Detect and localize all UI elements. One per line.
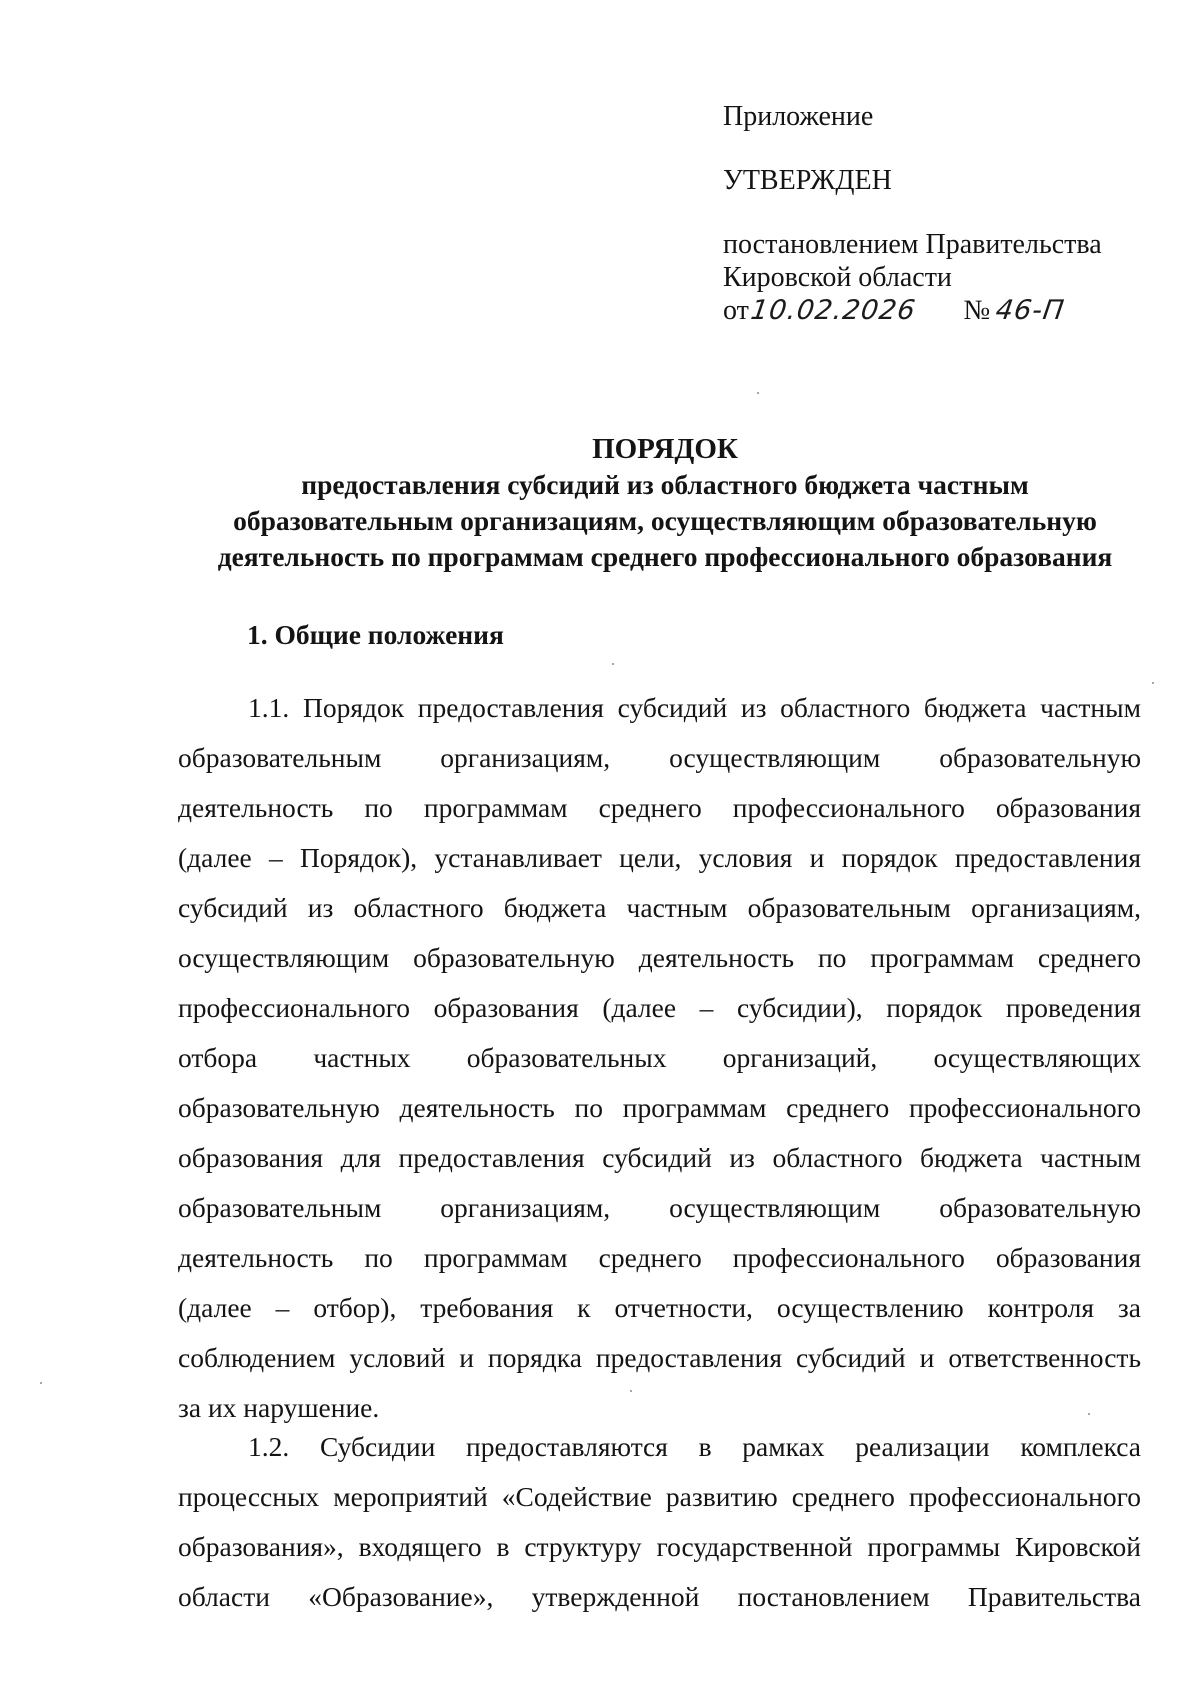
text-line: образовательным организациям, осуществляющим образовательную <box>178 1192 1141 1223</box>
text-line: образования», входящего в структуру государственной программы Кировской <box>178 1531 1141 1562</box>
approval-authority-line-1: постановлением Правительства <box>723 229 1102 260</box>
text-line: соблюдением условий и порядка предоставления субсидий и ответственность <box>178 1342 1141 1373</box>
paragraph-1-1 <box>178 683 1141 1433</box>
handwritten-number: 46-П <box>994 295 1067 326</box>
scan-speck <box>757 392 759 394</box>
handwritten-date: 10.02.2026 <box>748 295 918 326</box>
approval-date-row <box>723 294 1163 327</box>
text-line: деятельность по программам среднего профессионального образования <box>178 1242 1141 1273</box>
document-subtitle: предоставления субсидий из областного бюджета частным образовательным организациям, осуществляющим образовательную деятельность по программам среднего профессионального образования <box>217 469 1113 572</box>
approved-label: УТВЕРЖДЕН <box>723 165 892 196</box>
approval-authority-line-2: Кировской области <box>723 262 952 293</box>
text-line: образовательным организациям, осуществляющим образовательную <box>178 742 1141 773</box>
number-prefix: № <box>963 295 991 326</box>
text-line: образовательную деятельность по программам среднего профессионального <box>178 1092 1141 1123</box>
document-title-block <box>150 431 1180 575</box>
text-line: области «Образование», утвержденной постановлением Правительства <box>178 1581 1141 1612</box>
text-line: образования для предоставления субсидий из областного бюджета частным <box>178 1142 1141 1173</box>
text-line: 1.1. Порядок предоставления субсидий из областного бюджета частным <box>248 692 1141 723</box>
text-line: процессных мероприятий «Содействие развитию среднего профессионального <box>178 1481 1141 1512</box>
appendix-label: Приложение <box>723 101 874 132</box>
text-line: деятельность по программам среднего профессионального образования <box>178 792 1141 823</box>
scan-speck <box>1088 1413 1090 1415</box>
paragraph-1-2 <box>178 1422 1141 1622</box>
section-heading: 1. Общие положения <box>247 619 504 650</box>
text-line: профессионального образования (далее – субсидии), порядок проведения <box>178 992 1141 1023</box>
text-line: (далее – отбор), требования к отчетности, осуществлению контроля за <box>178 1292 1141 1323</box>
scan-speck <box>40 1382 42 1384</box>
approval-block <box>723 100 1163 327</box>
scan-speck <box>1152 682 1154 684</box>
text-line: отбора частных образовательных организаций, осуществляющих <box>178 1042 1141 1073</box>
text-line: субсидий из областного бюджета частным образовательным организациям, <box>178 892 1141 923</box>
text-line: (далее – Порядок), устанавливает цели, условия и порядок предоставления <box>178 842 1141 873</box>
date-prefix: от <box>723 295 749 326</box>
text-line: 1.2. Субсидии предоставляются в рамках реализации комплекса <box>248 1431 1141 1462</box>
text-line: за их нарушение. <box>178 1392 380 1423</box>
document-title: ПОРЯДОК <box>592 433 738 465</box>
scan-speck <box>612 663 614 665</box>
scan-speck <box>630 1390 632 1392</box>
text-line: осуществляющим образовательную деятельность по программам среднего <box>178 942 1141 973</box>
